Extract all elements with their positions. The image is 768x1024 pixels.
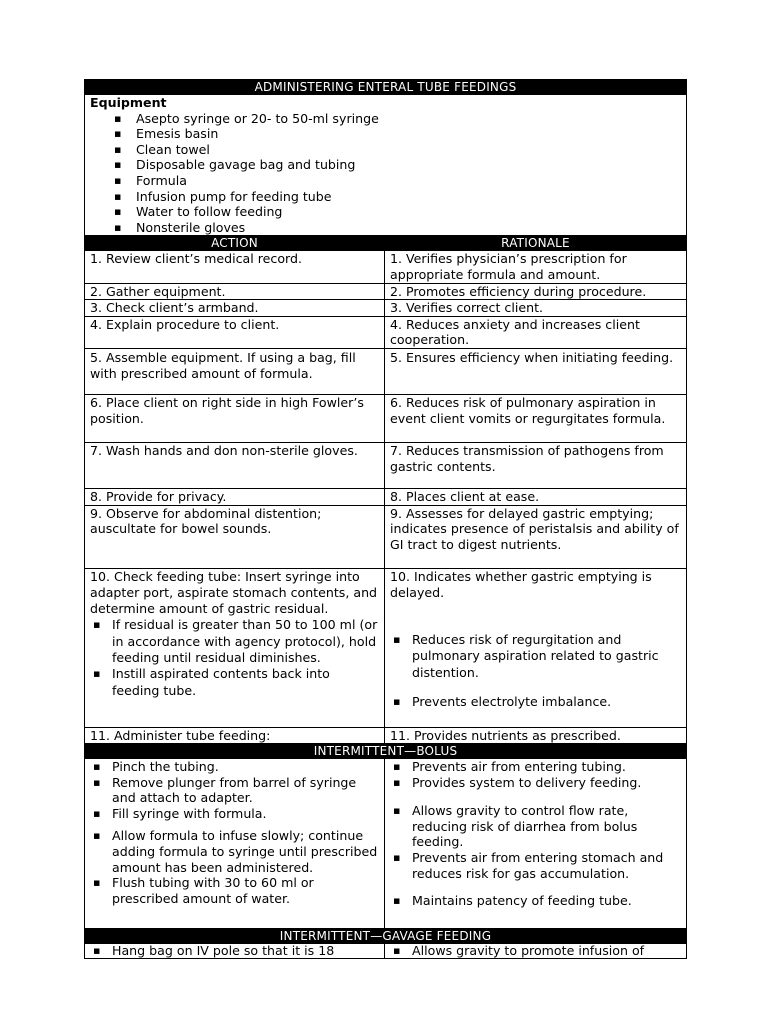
table-row (85, 505, 687, 568)
rationale-cell: 1. Verifies physician’s prescription for appropriate formula and amount. (385, 251, 687, 283)
rationale-cell: 3. Verifies correct client. (385, 300, 687, 317)
table-row (85, 759, 687, 929)
list-item: ▪ Prevents air from entering tubing. (412, 759, 681, 775)
list-item: ▪ Formula (136, 173, 681, 189)
action-cell: 3. Check client’s armband. (85, 300, 385, 317)
list-item: ▪ Disposable gavage bag and tubing (136, 157, 681, 173)
list-item: ▪ Flush tubing with 30 to 60 ml or prescribed amount of water. (112, 875, 379, 906)
table-row (85, 727, 687, 744)
action-sublist (90, 617, 379, 698)
action-cell (85, 568, 385, 727)
action-cell: 4. Explain procedure to client. (85, 316, 385, 348)
table-row (85, 568, 687, 727)
gavage-action-list (90, 944, 379, 958)
equipment-heading: Equipment (90, 95, 167, 110)
table-row (85, 348, 687, 394)
action-cell: 1. Review client’s medical record. (85, 251, 385, 283)
action-cell (85, 944, 385, 959)
equipment-section (85, 95, 687, 236)
rationale-cell: 5. Ensures efficiency when initiating feeding. (385, 348, 687, 394)
column-header-row (85, 236, 687, 251)
bolus-action-list (90, 759, 379, 906)
list-item: ▪ Water to follow feeding (136, 204, 681, 220)
section-heading: INTERMITTENT—BOLUS (85, 744, 687, 759)
list-item: ▪ Prevents air from entering stomach and reduces risk for gas accumulation. (412, 850, 681, 881)
bolus-rationale-list (390, 759, 681, 909)
section-bar-bolus (85, 744, 687, 759)
list-item: ▪ Pinch the tubing. (112, 759, 379, 775)
table-row (85, 316, 687, 348)
list-item: ▪ Hang bag on IV pole so that it is 18 (112, 944, 379, 958)
rationale-cell: 11. Provides nutrients as prescribed. (385, 727, 687, 744)
table-row (85, 283, 687, 300)
list-item: ▪ Allow formula to infuse slowly; continue adding formula to syringe until prescribed amount has been administered. (112, 828, 379, 875)
document-page (84, 79, 686, 959)
column-header-rationale: RATIONALE (385, 236, 687, 251)
action-cell: 7. Wash hands and don non-sterile gloves. (85, 442, 385, 488)
list-item: ▪ Clean towel (136, 142, 681, 158)
column-header-action: ACTION (85, 236, 385, 251)
equipment-list (90, 111, 681, 236)
action-text: 10. Check feeding tube: Insert syringe into adapter port, aspirate stomach contents, and determine amount of gastric residual. (90, 568, 378, 617)
list-item: ▪ Nonsterile gloves (136, 220, 681, 236)
list-item: ▪ Remove plunger from barrel of syringe and attach to adapter. (112, 775, 379, 806)
list-item: ▪ Asepto syringe or 20- to 50-ml syringe (136, 111, 681, 127)
list-item: ▪ Emesis basin (136, 126, 681, 142)
table-row (85, 944, 687, 959)
rationale-sublist (390, 632, 681, 710)
rationale-cell: 8. Places client at ease. (385, 488, 687, 505)
rationale-cell: 9. Assesses for delayed gastric emptying; indicates presence of peristalsis and ability of GI tract to digest nutrients. (385, 505, 687, 568)
list-item: ▪ Maintains patency of feeding tube. (412, 893, 681, 909)
rationale-cell (385, 759, 687, 929)
table-row (85, 251, 687, 283)
list-item: ▪ Instill aspirated contents back into feeding tube. (112, 666, 379, 699)
list-item: ▪ Allows gravity to control flow rate, reducing risk of diarrhea from bolus feeding. (412, 803, 681, 850)
list-item: ▪ If residual is greater than 50 to 100 ml (or in accordance with agency protocol), hold feeding until residual diminishes. (112, 617, 379, 666)
table-row (85, 394, 687, 442)
action-cell: 5. Assemble equipment. If using a bag, fill with prescribed amount of formula. (85, 348, 385, 394)
action-cell: 8. Provide for privacy. (85, 488, 385, 505)
list-item: ▪ Fill syringe with formula. (112, 806, 379, 822)
rationale-cell: 2. Promotes efficiency during procedure. (385, 283, 687, 300)
action-cell: 9. Observe for abdominal distention; auscultate for bowel sounds. (85, 505, 385, 568)
rationale-cell: 4. Reduces anxiety and increases client cooperation. (385, 316, 687, 348)
list-item: ▪ Infusion pump for feeding tube (136, 189, 681, 205)
action-cell: 2. Gather equipment. (85, 283, 385, 300)
table-row (85, 300, 687, 317)
list-item: ▪ Reduces risk of regurgitation and pulmonary aspiration related to gastric distention. (412, 632, 681, 681)
rationale-cell (385, 944, 687, 959)
action-cell: 6. Place client on right side in high Fowler’s position. (85, 394, 385, 442)
action-cell (85, 759, 385, 929)
rationale-cell (385, 568, 687, 727)
list-item: ▪ Allows gravity to promote infusion of (412, 944, 681, 958)
section-heading: INTERMITTENT—GAVAGE FEEDING (85, 929, 687, 944)
table-row (85, 488, 687, 505)
page-title: ADMINISTERING ENTERAL TUBE FEEDINGS (85, 80, 687, 95)
rationale-text: 10. Indicates whether gastric emptying is delayed. (390, 568, 652, 600)
table-row (85, 442, 687, 488)
rationale-cell: 7. Reduces transmission of pathogens from gastric contents. (385, 442, 687, 488)
gavage-rationale-list (390, 944, 681, 958)
rationale-cell: 6. Reduces risk of pulmonary aspiration in event client vomits or regurgitates formula. (385, 394, 687, 442)
section-bar-gavage (85, 929, 687, 944)
list-item: ▪ Prevents electrolyte imbalance. (412, 694, 681, 710)
list-item: ▪ Provides system to delivery feeding. (412, 775, 681, 791)
procedure-table (84, 79, 687, 959)
action-cell: 11. Administer tube feeding: (85, 727, 385, 744)
title-bar (85, 80, 687, 95)
